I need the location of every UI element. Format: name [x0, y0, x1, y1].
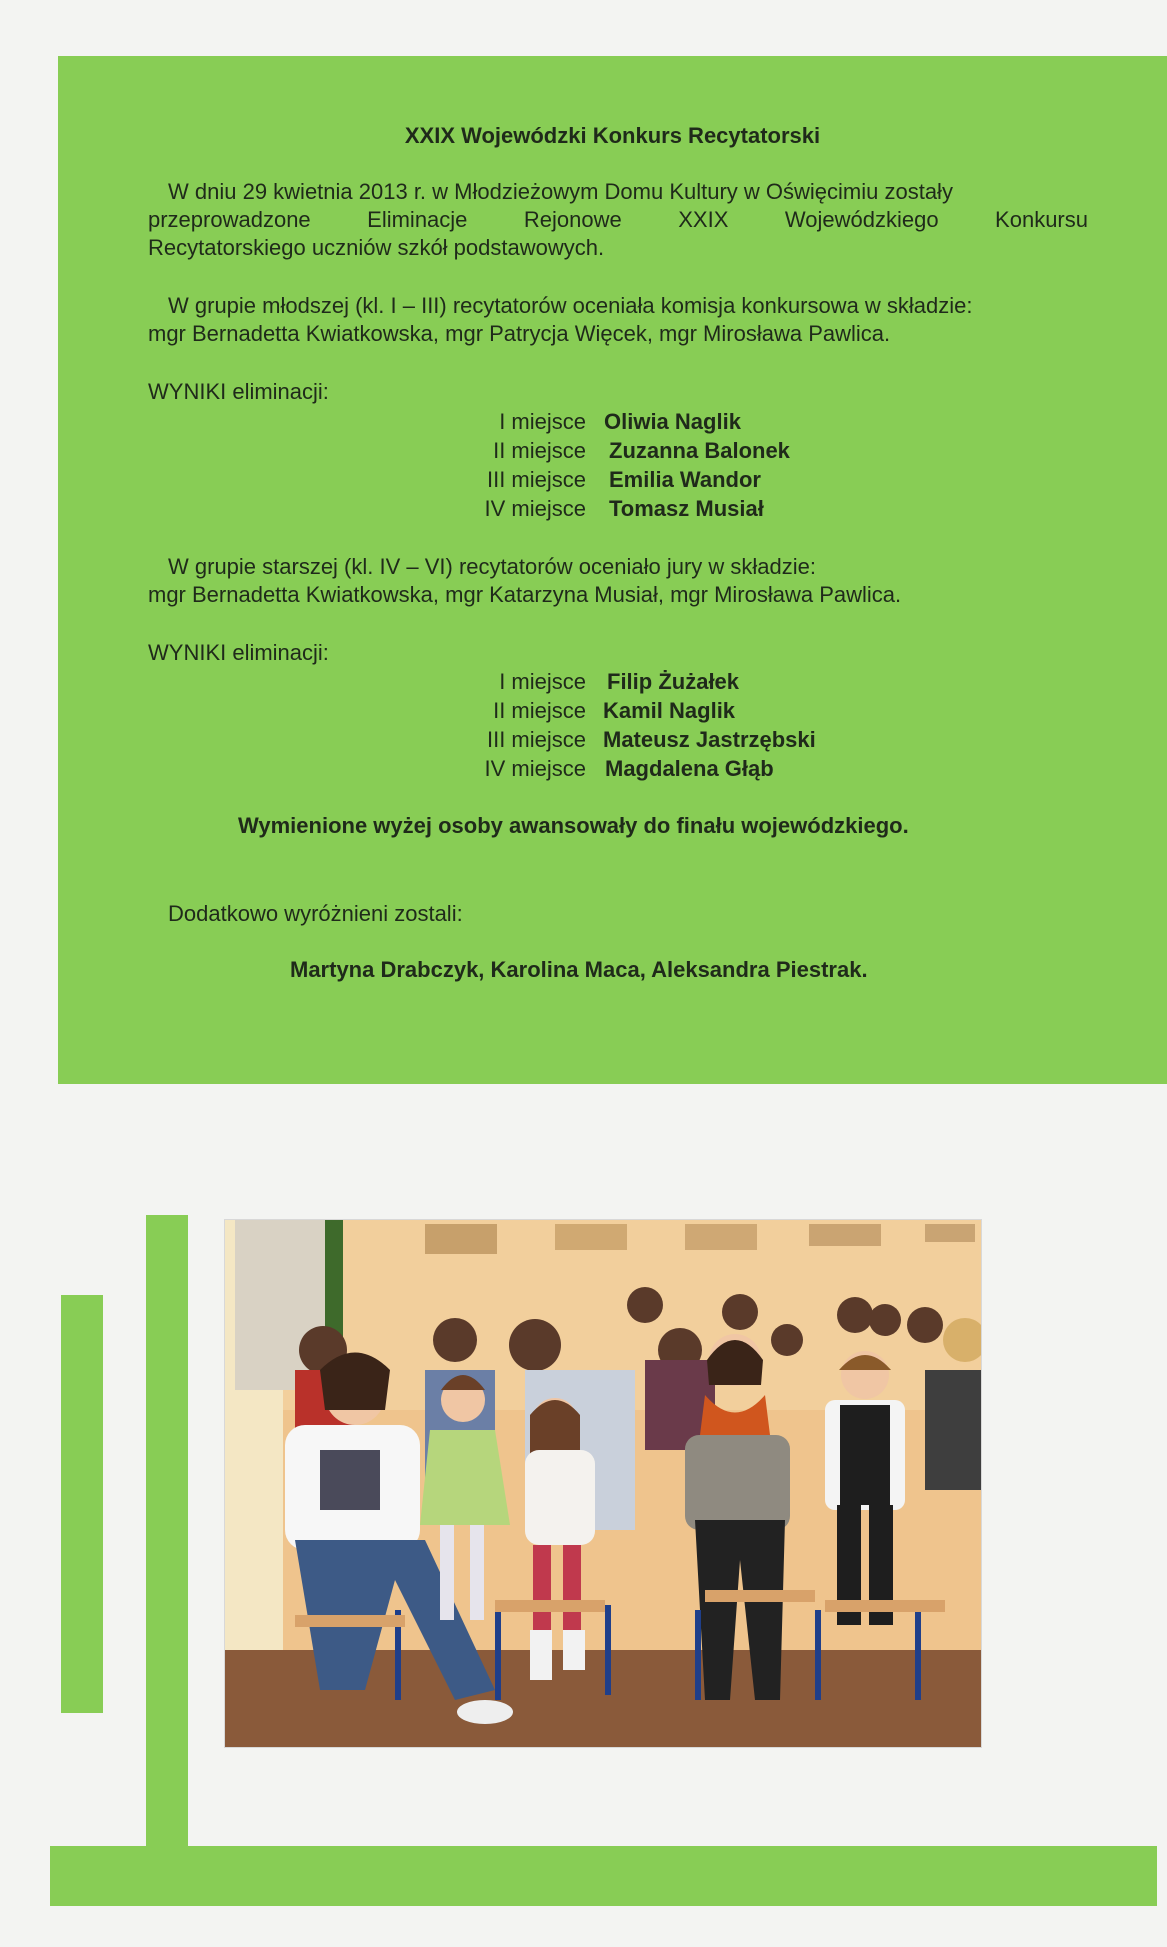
intro-line-3: Recytatorskiego uczniów szkół podstawowych.: [148, 235, 605, 260]
event-photo: [224, 1219, 982, 1748]
younger-jury-line-2: mgr Bernadetta Kwiatkowska, mgr Patrycja Więcek, mgr Mirosława Pawlica.: [148, 321, 891, 346]
older-jury-line-1: W grupie starszej (kl. IV – VI) recytatorów oceniało jury w składzie:: [168, 554, 817, 579]
younger-winner-4: Tomasz Musiał: [609, 496, 764, 521]
younger-place-2: II miejsce: [493, 438, 586, 463]
decor-horizontal-bar: [50, 1846, 1157, 1906]
older-winner-2: Kamil Naglik: [603, 698, 736, 723]
older-place-2: II miejsce: [493, 698, 586, 723]
intro-line-1: W dniu 29 kwietnia 2013 r. w Młodzieżowym Domu Kultury w Oświęcimiu zostały: [168, 179, 953, 204]
older-winner-1: Filip Żużałek: [607, 669, 740, 694]
younger-place-4: IV miejsce: [484, 496, 586, 521]
page-title: XXIX Wojewódzki Konkurs Recytatorski: [404, 123, 821, 148]
younger-place-1: I miejsce: [499, 409, 586, 434]
younger-place-3: III miejsce: [486, 467, 586, 492]
younger-jury-line-1: W grupie młodszej (kl. I – III) recytatorów oceniała komisja konkursowa w składzie:: [168, 293, 973, 318]
younger-winner-1: Oliwia Naglik: [604, 409, 741, 434]
older-place-1: I miejsce: [499, 669, 586, 694]
decor-vertical-bar-short: [61, 1295, 103, 1713]
advance-note: Wymienione wyżej osoby awansowały do finału wojewódzkiego.: [238, 813, 909, 838]
younger-winner-2: Zuzanna Balonek: [609, 438, 790, 463]
intro-line-2: przeprowadzone Eliminacje Rejonowe XXIX Wojewódzkiego Konkursu: [148, 207, 1088, 232]
younger-winner-3: Emilia Wandor: [609, 467, 761, 492]
distinguished-names: Martyna Drabczyk, Karolina Maca, Aleksandra Piestrak.: [290, 957, 868, 982]
older-results-label: WYNIKI eliminacji:: [148, 640, 329, 665]
announcement-panel: [58, 56, 1167, 1084]
older-winner-4: Magdalena Głąb: [605, 756, 774, 781]
older-jury-line-2: mgr Bernadetta Kwiatkowska, mgr Katarzyna Musiał, mgr Mirosława Pawlica.: [148, 582, 902, 607]
older-place-3: III miejsce: [486, 727, 586, 752]
decor-vertical-bar-long: [146, 1215, 188, 1855]
event-photo-illustration: [225, 1220, 981, 1747]
older-winner-3: Mateusz Jastrzębski: [603, 727, 816, 752]
younger-results-label: WYNIKI eliminacji:: [148, 379, 329, 404]
distinguished-label: Dodatkowo wyróżnieni zostali:: [168, 901, 463, 926]
older-place-4: IV miejsce: [484, 756, 586, 781]
